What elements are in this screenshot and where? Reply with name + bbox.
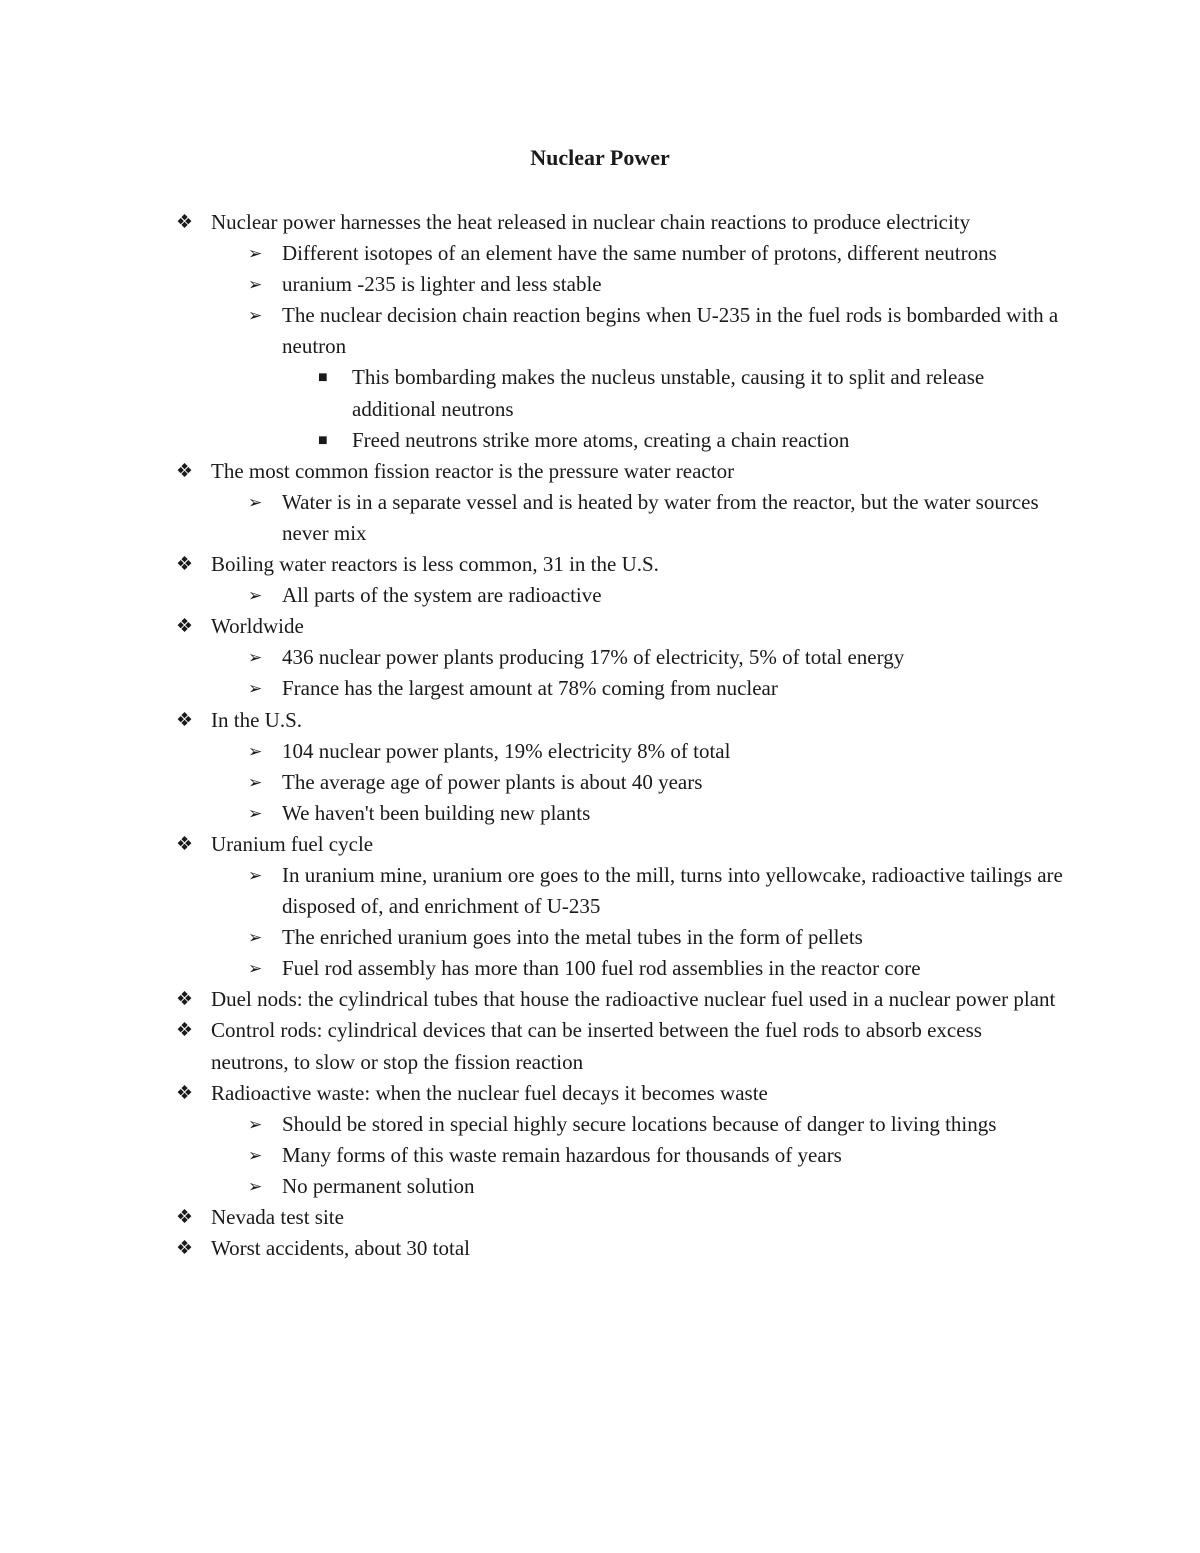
diamond-bullet-icon: ❖ bbox=[176, 1082, 194, 1104]
sub-list-item bbox=[0, 269, 1200, 300]
list-item bbox=[0, 611, 1200, 642]
sub-list-item-text: 104 nuclear power plants, 19% electricity 8% of total bbox=[282, 738, 731, 763]
sub-list-item-text: 436 nuclear power plants producing 17% of electricity, 5% of total energy bbox=[282, 645, 905, 670]
list-item-text: Nevada test site bbox=[211, 1205, 344, 1229]
sub-list-item-text: Many forms of this waste remain hazardous for thousands of years bbox=[282, 1142, 842, 1167]
list-item-text: Uranium fuel cycle bbox=[211, 831, 374, 856]
sub-list-item-text: Should be stored in special highly secure locations because of danger to living things bbox=[282, 1111, 997, 1136]
list-item-text: Control rods: cylindrical devices that can be inserted between the fuel rods to absorb excess neutrons, to slow or stop the fission reaction bbox=[211, 1018, 982, 1074]
diamond-bullet-icon: ❖ bbox=[176, 554, 194, 576]
sub-list-item-text: The enriched uranium goes into the metal tubes in the form of pellets bbox=[282, 925, 863, 950]
list-item bbox=[0, 456, 1200, 487]
sub-list-item bbox=[0, 798, 1200, 829]
sub-list-item-text: Water is in a separate vessel and is heated by water from the reactor, but the water sources never mix bbox=[282, 489, 1039, 545]
sub-list-item-text: Different isotopes of an element have the same number of protons, different neutrons bbox=[282, 241, 997, 266]
arrow-bullet-icon: ➢ bbox=[248, 275, 263, 295]
sub-list-item-text: We haven't been building new plants bbox=[282, 800, 591, 825]
sub-list-item bbox=[0, 860, 1200, 922]
diamond-bullet-icon: ❖ bbox=[176, 709, 194, 731]
arrow-bullet-icon: ➢ bbox=[248, 928, 263, 948]
list-item bbox=[0, 829, 1200, 860]
arrow-bullet-icon: ➢ bbox=[248, 586, 263, 606]
list-item bbox=[0, 1078, 1200, 1109]
diamond-bullet-icon: ❖ bbox=[176, 1238, 194, 1260]
sub-list-item bbox=[0, 736, 1200, 767]
sub-list-item-text: In uranium mine, uranium ore goes to the mill, turns into yellowcake, radioactive tailings are disposed of, and enrichment of U-235 bbox=[282, 862, 1063, 919]
list-item-text: Nuclear power harnesses the heat released in nuclear chain reactions to produce electricity bbox=[211, 210, 971, 234]
list-item-text: The most common fission reactor is the pressure water reactor bbox=[211, 458, 735, 483]
diamond-bullet-icon: ❖ bbox=[176, 460, 194, 482]
sub-list-item bbox=[0, 642, 1200, 673]
diamond-bullet-icon: ❖ bbox=[176, 616, 194, 638]
sub-list-item bbox=[0, 953, 1200, 984]
arrow-bullet-icon: ➢ bbox=[248, 492, 263, 512]
sub-list-item bbox=[0, 1171, 1200, 1202]
diamond-bullet-icon: ❖ bbox=[176, 1020, 194, 1042]
sub-sub-list-item-text: Freed neutrons strike more atoms, creating a chain reaction bbox=[352, 427, 850, 452]
sub-list-item-text: Fuel rod assembly has more than 100 fuel rod assemblies in the reactor core bbox=[282, 956, 921, 981]
sub-list-item-text: No permanent solution bbox=[282, 1173, 475, 1198]
list-item bbox=[0, 705, 1200, 736]
arrow-bullet-icon: ➢ bbox=[248, 741, 263, 761]
page-title: Nuclear Power bbox=[530, 145, 670, 170]
sub-list-item bbox=[0, 1109, 1200, 1140]
arrow-bullet-icon: ➢ bbox=[248, 244, 263, 264]
sub-list-item-text: France has the largest amount at 78% coming from nuclear bbox=[282, 676, 778, 701]
sub-list-item bbox=[0, 673, 1200, 704]
list-item-text: Duel nods: the cylindrical tubes that house the radioactive nuclear fuel used in a nuclear power plant bbox=[211, 987, 1056, 1012]
sub-list-item bbox=[0, 922, 1200, 953]
diamond-bullet-icon: ❖ bbox=[176, 1207, 194, 1228]
sub-list-item bbox=[0, 238, 1200, 269]
arrow-bullet-icon: ➢ bbox=[248, 1114, 263, 1134]
list-item bbox=[0, 1015, 1200, 1077]
square-bullet-icon: ■ bbox=[318, 431, 328, 449]
arrow-bullet-icon: ➢ bbox=[248, 1145, 263, 1165]
sub-list-item bbox=[0, 1140, 1200, 1171]
square-bullet-icon: ■ bbox=[318, 369, 328, 387]
list-item bbox=[0, 984, 1200, 1015]
sub-sub-list-item bbox=[0, 362, 1200, 424]
sub-sub-list-item bbox=[0, 425, 1200, 456]
outline-list bbox=[0, 207, 1200, 1264]
sub-list-item-text: The average age of power plants is about 40 years bbox=[282, 769, 703, 794]
arrow-bullet-icon: ➢ bbox=[248, 648, 263, 668]
arrow-bullet-icon: ➢ bbox=[248, 772, 263, 792]
diamond-bullet-icon: ❖ bbox=[176, 833, 194, 855]
sub-list-item bbox=[0, 300, 1200, 362]
list-item bbox=[0, 207, 1200, 238]
list-item-text: Radioactive waste: when the nuclear fuel decays it becomes waste bbox=[211, 1080, 768, 1105]
arrow-bullet-icon: ➢ bbox=[248, 1176, 263, 1196]
list-item-text: Worst accidents, about 30 total bbox=[211, 1236, 470, 1261]
sub-sub-list-item-text: This bombarding makes the nucleus unstable, causing it to split and release additional neutrons bbox=[352, 365, 985, 421]
list-item bbox=[0, 549, 1200, 580]
list-item-text: In the U.S. bbox=[211, 707, 302, 732]
sub-list-item-text: The nuclear decision chain reaction begins when U-235 in the fuel rods is bombarded with a neutron bbox=[282, 303, 1059, 359]
diamond-bullet-icon: ❖ bbox=[176, 989, 194, 1011]
arrow-bullet-icon: ➢ bbox=[248, 959, 263, 979]
arrow-bullet-icon: ➢ bbox=[248, 679, 263, 699]
sub-list-item bbox=[0, 767, 1200, 798]
arrow-bullet-icon: ➢ bbox=[248, 306, 263, 326]
list-item-text: Worldwide bbox=[211, 614, 304, 639]
arrow-bullet-icon: ➢ bbox=[248, 865, 263, 885]
arrow-bullet-icon: ➢ bbox=[248, 803, 263, 823]
list-item bbox=[0, 1202, 1200, 1233]
list-item-text: Boiling water reactors is less common, 31 in the U.S. bbox=[211, 552, 659, 577]
sub-list-item bbox=[0, 487, 1200, 549]
list-item bbox=[0, 1233, 1200, 1264]
diamond-bullet-icon: ❖ bbox=[176, 212, 194, 233]
sub-list-item bbox=[0, 580, 1200, 611]
sub-list-item-text: uranium -235 is lighter and less stable bbox=[282, 272, 602, 297]
sub-list-item-text: All parts of the system are radioactive bbox=[282, 583, 602, 608]
